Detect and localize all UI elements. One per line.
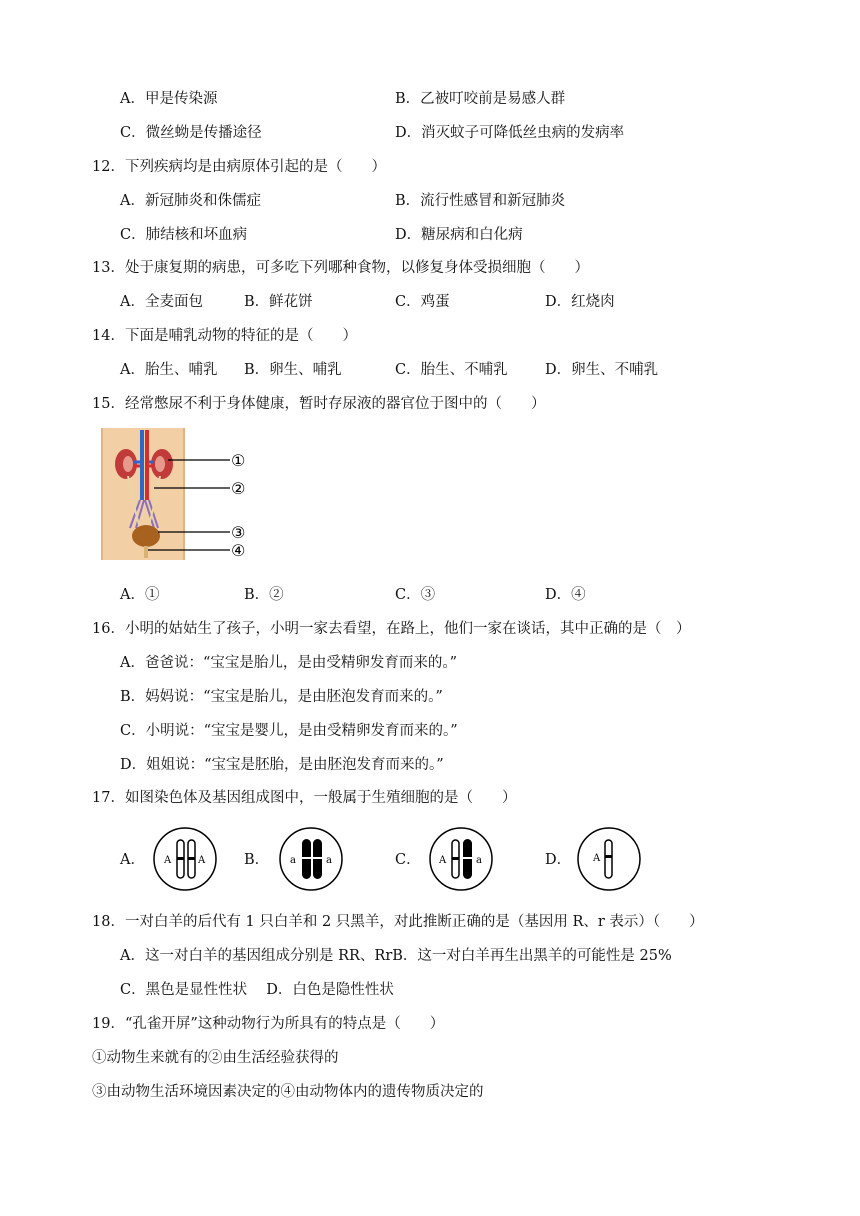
q12-option-c: C．肺结核和坏血病 bbox=[120, 227, 248, 243]
q11-option-b: B．乙被叮咬前是易感人群 bbox=[395, 91, 566, 107]
gene-label: a bbox=[290, 855, 296, 866]
q11-option-c: C．微丝蚴是传播途径 bbox=[120, 125, 262, 141]
bladder bbox=[132, 525, 160, 547]
q18-stem: 18．一对白羊的后代有 1 只白羊和 2 只黑羊，对此推断正确的是（基因用 R、r 表示）（ ） bbox=[92, 914, 704, 930]
q15-stem: 15．经常憋尿不利于身体健康，暂时存尿液的器官位于图中的（ ） bbox=[92, 396, 546, 412]
q16-option-c: C．小明说：“宝宝是婴儿，是由受精卵发育而来的。” bbox=[120, 723, 458, 739]
gene-label: A bbox=[164, 855, 172, 866]
q13-stem: 13．处于康复期的病患，可多吃下列哪种食物，以修复身体受损细胞（ ） bbox=[92, 260, 589, 276]
q12-option-a: A．新冠肺炎和侏儒症 bbox=[120, 193, 261, 209]
q14-stem: 14．下面是哺乳动物的特征的是（ ） bbox=[92, 328, 357, 344]
q15-option-b: B．② bbox=[244, 587, 284, 603]
figure-label-1: ① bbox=[231, 451, 246, 470]
q11-option-a: A．甲是传染源 bbox=[120, 91, 218, 107]
q17-option-b-letter: B． bbox=[244, 852, 270, 868]
q19-stem: 19．“孔雀开屏”这种动物行为所具有的特点是（ ） bbox=[92, 1016, 445, 1032]
q13-option-c: C．鸡蛋 bbox=[395, 294, 450, 310]
q17-option-b-chromosomes bbox=[276, 826, 346, 892]
q18-option-c-d: C．黑色是显性性状 D．白色是隐性性状 bbox=[120, 982, 394, 998]
q17-option-c-letter: C． bbox=[395, 852, 421, 868]
figure-label-4: ④ bbox=[231, 541, 246, 560]
q12-option-d: D．糖尿病和白化病 bbox=[395, 227, 523, 243]
q15-option-c: C．③ bbox=[395, 587, 436, 603]
q17-option-d-chromosomes bbox=[574, 826, 644, 892]
q17-option-d-letter: D． bbox=[545, 852, 572, 868]
q14-option-a: A．胎生、哺乳 bbox=[120, 362, 218, 378]
q16-option-d: D．姐姐说：“宝宝是胚胎，是由胚泡发育而来的。” bbox=[120, 757, 444, 773]
q17-option-c-chromosomes bbox=[426, 826, 496, 892]
q14-option-d: D．卵生、不哺乳 bbox=[545, 362, 659, 378]
q17-option-a-chromosomes bbox=[150, 826, 220, 892]
q18-option-a-b: A．这一对白羊的基因组成分别是 RR、RrB．这一对白羊再生出黑羊的可能性是 25% bbox=[120, 948, 672, 964]
q15-option-a: A．① bbox=[120, 587, 160, 603]
gene-label: a bbox=[476, 855, 482, 866]
q19-statement-line-1: ①动物生来就有的②由生活经验获得的 bbox=[92, 1050, 339, 1066]
q16-option-b: B．妈妈说：“宝宝是胎儿，是由胚泡发育而来的。” bbox=[120, 689, 443, 705]
gene-label: A bbox=[593, 853, 601, 864]
q14-option-c: C．胎生、不哺乳 bbox=[395, 362, 508, 378]
q15-option-d: D．④ bbox=[545, 587, 586, 603]
urinary-system-figure bbox=[100, 428, 260, 562]
figure-label-3: ③ bbox=[231, 523, 246, 542]
q17-stem: 17．如图染色体及基因组成图中，一般属于生殖细胞的是（ ） bbox=[92, 790, 517, 806]
q12-option-b: B．流行性感冒和新冠肺炎 bbox=[395, 193, 566, 209]
q13-option-d: D．红烧肉 bbox=[545, 294, 615, 310]
q13-option-b: B．鲜花饼 bbox=[244, 294, 313, 310]
gene-label: a bbox=[326, 855, 332, 866]
gene-label: A bbox=[439, 855, 447, 866]
gene-label: A bbox=[198, 855, 206, 866]
figure-label-2: ② bbox=[231, 479, 246, 498]
q12-stem: 12．下列疾病均是由病原体引起的是（ ） bbox=[92, 159, 386, 175]
q19-statement-line-2: ③由动物生活环境因素决定的④由动物体内的遗传物质决定的 bbox=[92, 1084, 484, 1100]
q13-option-a: A．全麦面包 bbox=[120, 294, 203, 310]
q14-option-b: B．卵生、哺乳 bbox=[244, 362, 342, 378]
q11-option-d: D．消灭蚊子可降低丝虫病的发病率 bbox=[395, 125, 625, 141]
q17-option-a-letter: A． bbox=[120, 852, 145, 868]
urethra bbox=[144, 546, 148, 558]
q16-option-a: A．爸爸说：“宝宝是胎儿，是由受精卵发育而来的。” bbox=[120, 655, 458, 671]
q16-stem: 16．小明的姑姑生了孩子，小明一家去看望，在路上，他们一家在谈话，其中正确的是（ ） bbox=[92, 621, 691, 637]
